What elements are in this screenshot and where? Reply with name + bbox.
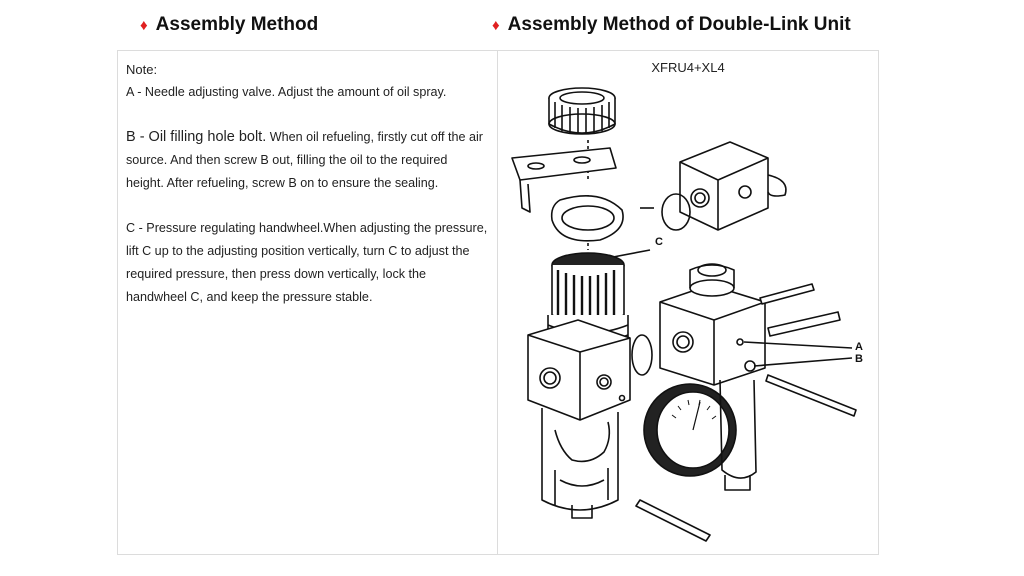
label-c: C [655, 236, 663, 248]
lubricator-body [660, 264, 765, 385]
note-c-text: Pressure regulating handwheel.When adjusting the pressure, lift C up to the adjusting position vertically, turn C to adjust the required pressure, then press down vertically, lock the handwheel C, and keep the pressure stable. [126, 221, 488, 304]
notes-panel [126, 58, 488, 331]
note-b [126, 126, 488, 195]
note-b-prefix: B - Oil filling hole bolt. [126, 129, 267, 145]
note-a-prefix: A - [126, 85, 145, 99]
heading-double-link-unit [492, 14, 851, 36]
label-b: B [855, 353, 863, 365]
note-title: Note: [126, 62, 158, 77]
model-number: XFRU4+XL4 [651, 60, 725, 75]
heading-left-text: Assembly Method [155, 14, 319, 35]
column-divider [497, 50, 498, 555]
lock-nut-ring [549, 88, 615, 134]
heading-assembly-method [140, 14, 318, 36]
regulator-body [528, 320, 630, 420]
connector-block [640, 142, 786, 230]
note-c-prefix: C - [126, 221, 147, 235]
note-a [126, 81, 488, 104]
filter-bowl [542, 408, 618, 518]
exploded-assembly-diagram [500, 80, 875, 545]
mounting-bracket [512, 148, 623, 241]
note-a-text: Needle adjusting valve. Adjust the amount of oil spray. [144, 85, 447, 99]
label-a: A [855, 341, 863, 353]
note-b-text: When oil refueling, firstly cut off the air source. And then screw B out, filling the oil to the required height. After refueling, screw B on to ensure the sealing. [126, 130, 483, 190]
diamond-bullet-icon: ♦ [492, 16, 500, 34]
diamond-bullet-icon: ♦ [140, 16, 148, 34]
heading-right-text: Assembly Method of Double-Link Unit [507, 14, 851, 35]
note-c [126, 217, 488, 309]
